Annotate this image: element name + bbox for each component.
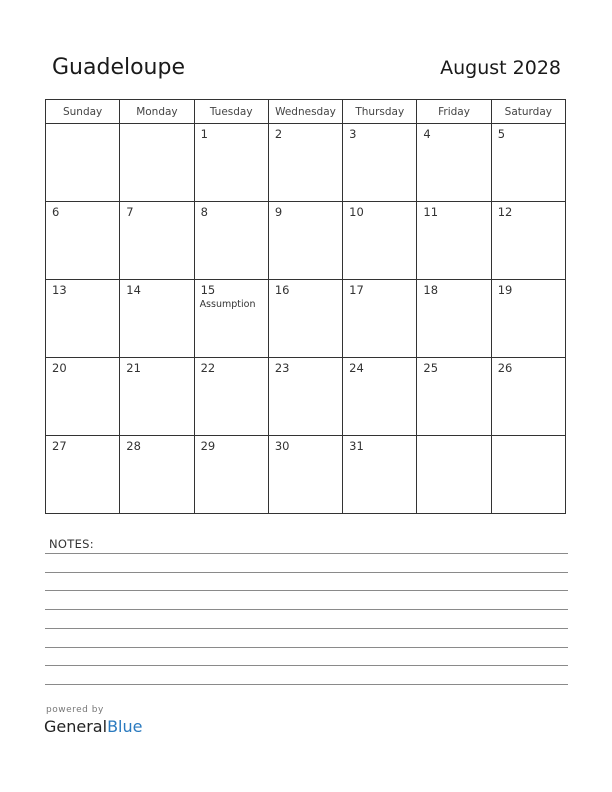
- day-cell: [268, 280, 342, 358]
- day-cell: [343, 436, 417, 514]
- notes-line: [45, 590, 568, 591]
- calendar-grid: [45, 99, 566, 514]
- day-cell: [120, 436, 194, 514]
- day-number: 22: [200, 361, 216, 375]
- day-cell: [343, 358, 417, 436]
- notes-line: [45, 572, 568, 573]
- day-number: 28: [126, 439, 141, 453]
- day-number: 30: [274, 439, 290, 453]
- day-number: 17: [349, 283, 364, 297]
- notes-line: [45, 628, 568, 629]
- day-cell: [120, 358, 194, 436]
- day-number: 10: [349, 205, 364, 219]
- day-cell: [491, 358, 565, 436]
- weekday-header: Wednesday: [268, 100, 342, 124]
- day-cell: [268, 358, 342, 436]
- day-number: 31: [349, 439, 364, 453]
- day-cell: [417, 202, 491, 280]
- notes-line: [45, 665, 568, 666]
- week-row: [46, 124, 566, 202]
- day-cell: [194, 358, 268, 436]
- day-cell: [417, 436, 491, 514]
- day-cell: [194, 124, 268, 202]
- brand-general: General: [44, 717, 108, 736]
- day-cell: [46, 202, 120, 280]
- notes-line: [45, 647, 568, 648]
- generalblue-logo: [44, 717, 142, 736]
- day-number: 1: [200, 127, 208, 141]
- day-number: 13: [52, 283, 67, 297]
- day-cell: [46, 124, 120, 202]
- day-cell: [46, 436, 120, 514]
- day-number: 19: [497, 283, 513, 297]
- day-number: 7: [126, 205, 134, 219]
- day-number: 6: [52, 205, 60, 219]
- day-number: 9: [274, 205, 283, 219]
- day-number: 16: [274, 283, 290, 297]
- day-number: 26: [497, 361, 513, 375]
- calendar-title-country: Guadeloupe: [52, 55, 185, 80]
- holiday-label: Assumption: [199, 299, 256, 310]
- weekday-header: Sunday: [46, 100, 120, 124]
- day-number: 24: [349, 361, 364, 375]
- day-number: 20: [52, 361, 67, 375]
- week-row: [46, 280, 566, 358]
- day-cell: [343, 202, 417, 280]
- week-row: [46, 436, 566, 514]
- day-number: 12: [497, 205, 513, 219]
- week-row: [46, 358, 566, 436]
- day-number: 4: [423, 127, 431, 141]
- notes-line: [45, 609, 568, 610]
- day-cell: [491, 124, 565, 202]
- day-number: 15: [200, 283, 216, 297]
- day-cell: [343, 124, 417, 202]
- weekday-header: Friday: [417, 100, 491, 124]
- calendar-title-month: August 2028: [440, 57, 561, 79]
- week-row: [46, 202, 566, 280]
- notes-label: NOTES:: [49, 537, 94, 551]
- day-number: 23: [274, 361, 290, 375]
- day-cell: [491, 436, 565, 514]
- day-number: 2: [274, 127, 283, 141]
- day-cell: [46, 280, 120, 358]
- day-cell: [268, 202, 342, 280]
- weekday-header: Tuesday: [194, 100, 268, 124]
- day-number: 11: [423, 205, 439, 219]
- brand-blue: Blue: [107, 717, 143, 736]
- day-cell: [417, 124, 491, 202]
- day-number: 14: [126, 283, 141, 297]
- day-cell: [491, 202, 565, 280]
- day-number: 5: [497, 127, 506, 141]
- day-cell: [46, 358, 120, 436]
- day-cell: [194, 280, 268, 358]
- day-number: 8: [200, 205, 208, 219]
- weekday-header: Thursday: [343, 100, 417, 124]
- day-number: 25: [423, 361, 439, 375]
- day-cell: [417, 280, 491, 358]
- day-cell: [120, 280, 194, 358]
- day-cell: [120, 124, 194, 202]
- day-number: 27: [52, 439, 67, 453]
- weekday-header-row: [46, 100, 566, 124]
- day-number: 18: [423, 283, 439, 297]
- day-cell: [120, 202, 194, 280]
- day-cell: [194, 202, 268, 280]
- powered-by-text: powered by: [46, 705, 104, 715]
- day-number: 29: [200, 439, 216, 453]
- day-number: 21: [126, 361, 141, 375]
- day-cell: [268, 124, 342, 202]
- day-cell: [417, 358, 491, 436]
- weekday-header: Monday: [120, 100, 194, 124]
- notes-line: [45, 553, 568, 554]
- day-cell: [268, 436, 342, 514]
- day-cell: [343, 280, 417, 358]
- notes-line: [45, 684, 568, 685]
- weekday-header: Saturday: [491, 100, 565, 124]
- day-number: 3: [349, 127, 357, 141]
- day-cell: [194, 436, 268, 514]
- day-cell: [491, 280, 565, 358]
